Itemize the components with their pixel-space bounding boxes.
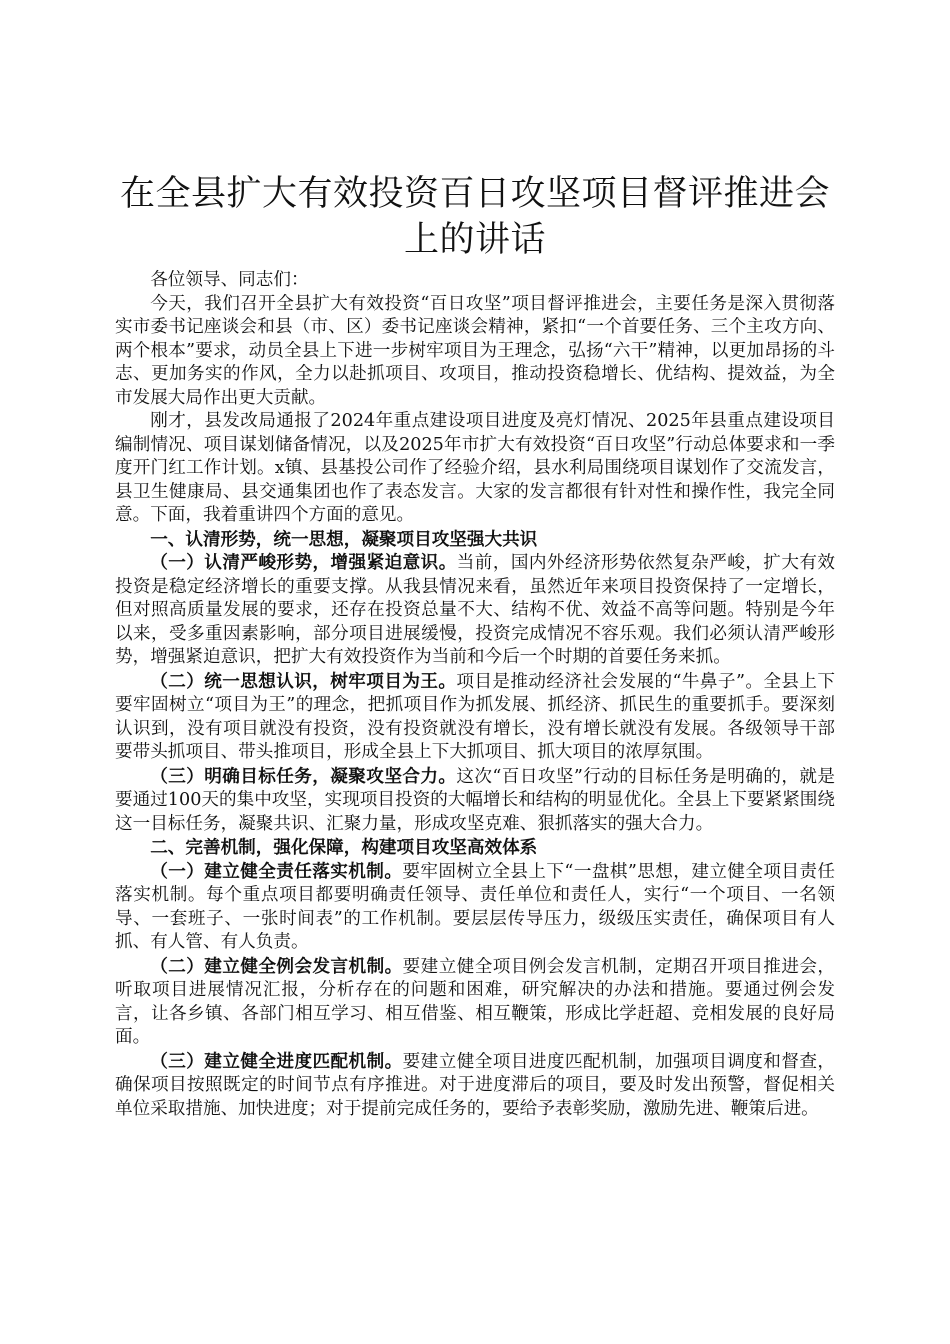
document-page <box>115 0 835 1121</box>
section-2-paragraph-2 <box>115 955 835 1050</box>
document-title: 在全县扩大有效投资百日攻坚项目督评推进会上的讲话 <box>119 174 830 260</box>
section-1-paragraph-1 <box>115 551 835 670</box>
salutation: 各位领导、同志们： <box>150 270 309 290</box>
paragraph-body: 要牢固树立全县上下“一盘棋”思想，建立健全项目责任落实机制。每个重点项目都要明确责任领导、责任单位和责任人，实行“一个项目、一名领导、一套班子、一张时间表”的工作机制。要层层传导压力，级级压实责任，确保项目有人抓、有人管、有人负责。 <box>115 861 835 952</box>
paragraph-lead: （三）明确目标任务，凝聚攻坚合力。 <box>150 765 457 787</box>
section-1-paragraph-2 <box>115 670 835 765</box>
paragraph-lead: （一）建立健全责任落实机制。 <box>150 860 403 882</box>
paragraph-body: 要建立健全项目进度匹配机制，加强项目调度和督查，确保项目按照既定的时间节点有序推进。对于进度滞后的项目，要及时发出预警，督促相关单位采取措施、加快进度；对于提前完成任务的，要给予表彰奖励，激励先进、鞭策后进。 <box>115 1051 835 1119</box>
paragraph-lead: （三）建立健全进度匹配机制。 <box>150 1050 403 1072</box>
section-2-paragraph-1 <box>115 860 835 955</box>
paragraph-body: 当前，国内外经济形势依然复杂严峻，扩大有效投资是稳定经济增长的重要支撑。从我县情况来看，虽然近年来项目投资保持了一定增长，但对照高质量发展的要求，还存在投资总量不大、结构不优、效益不高等问题。特别是今年以来，受多重因素影响，部分项目进展缓慢，投资完成情况不容乐观。我们必须认清严峻形势，增强紧迫意识，把扩大有效投资作为当前和今后一个时期的首要任务来抓。 <box>115 553 835 667</box>
paragraph-lead: （一）认清严峻形势，增强紧迫意识。 <box>150 552 457 573</box>
paragraph-body: 项目是推动经济社会发展的“牛鼻子”。全县上下要牢固树立“项目为王”的理念，把抓项目作为抓发展、抓经济、抓民生的重要抓手。要深刻认识到，没有项目就没有投资，没有投资就没有增长，没有增长就没有发展。各级领导干部要带头抓项目、带头推项目，形成全县上下大抓项目、抓大项目的浓厚氛围。 <box>115 671 835 762</box>
section-2-heading: 二、完善机制，强化保障，构建项目攻坚高效体系 <box>150 837 538 858</box>
section-1-heading: 一、认清形势，统一思想，凝聚项目攻坚强大共识 <box>150 528 538 550</box>
paragraph-body: 要建立健全项目例会发言机制，定期召开项目推进会，听取项目进展情况汇报，分析存在的问题和困难，研究解决的办法和措施。要通过例会发言，让各乡镇、各部门相互学习、相互借鉴、相互鞭策，形成比学赶超、竞相发展的良好局面。 <box>115 956 835 1047</box>
section-1-paragraph-3 <box>115 765 835 837</box>
paragraph-lead: （二）建立健全例会发言机制。 <box>150 955 403 977</box>
context-paragraph: 刚才，县发改局通报了2024年重点建设项目进度及亮灯情况、2025年县重点建设项目编制情况、项目谋划储备情况，以及2025年市扩大有效投资“百日攻坚”行动总体要求和一季度开门红工作计划。x镇、县基投公司作了经验介绍，县水利局围绕项目谋划作了交流发言，县卫生健康局、县交通集团也作了表态发言。大家的发言都很有针对性和操作性，我完全同意。下面，我着重讲四个方面的意见。 <box>115 411 835 525</box>
paragraph-lead: （二）统一思想认识，树牢项目为王。 <box>150 670 457 692</box>
paragraph-body: 这次“百日攻坚”行动的目标任务是明确的，就是要通过100天的集中攻坚，实现项目投资的大幅增长和结构的明显优化。全县上下要紧紧围绕这一目标任务，凝聚共识、汇聚力量，形成攻坚克难、狠抓落实的强大合力。 <box>115 766 835 834</box>
intro-paragraph: 今天，我们召开全县扩大有效投资“百日攻坚”项目督评推进会，主要任务是深入贯彻落实市委书记座谈会和县（市、区）委书记座谈会精神，紧扣“一个首要任务、三个主攻方向、两个根本”要求，动员全县上下进一步树牢项目为王理念，弘扬“六干”精神，以更加昂扬的斗志、更加务实的作风，全力以赴抓项目、攻项目，推动投资稳增长、优结构、提效益，为全市发展大局作出更大贡献。 <box>115 293 835 408</box>
section-2-paragraph-3 <box>115 1050 835 1122</box>
